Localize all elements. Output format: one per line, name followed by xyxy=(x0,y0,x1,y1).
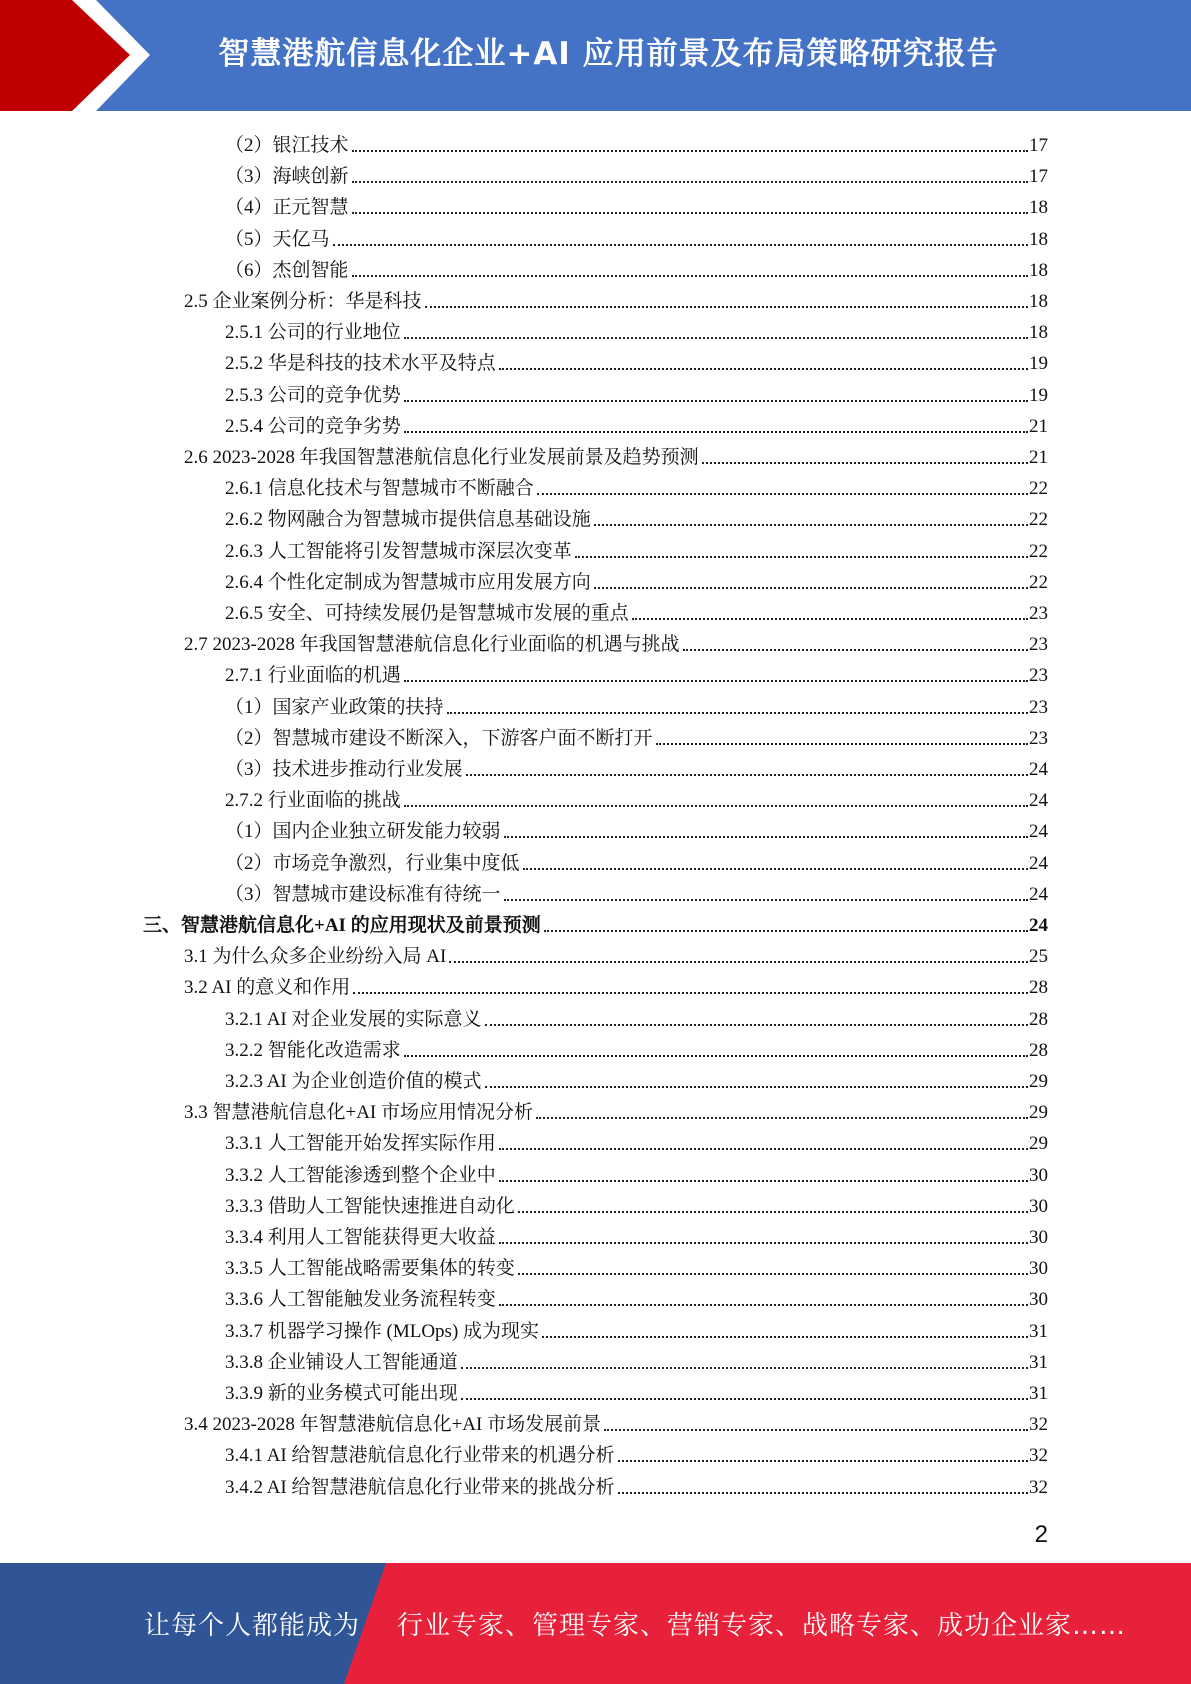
toc-entry-page: 24 xyxy=(1029,790,1048,812)
toc-dot-leader xyxy=(353,991,1028,994)
toc-entry-page: 24 xyxy=(1029,759,1048,780)
toc-entry-title: 3.3.6 人工智能触发业务流程转变 xyxy=(225,1289,496,1311)
toc-entry[interactable] xyxy=(225,751,1048,781)
toc-entry-title: 3.3.3 借助人工智能快速推进自动化 xyxy=(225,1195,515,1217)
toc-dot-leader xyxy=(352,149,1028,152)
toc-entry[interactable] xyxy=(225,813,1048,843)
toc-entry[interactable] xyxy=(225,720,1048,750)
toc-entry[interactable] xyxy=(184,626,1048,656)
toc-entry-title: 2.5.1 公司的行业地位 xyxy=(225,322,401,344)
footer-slogan-left: 让每个人都能成为 xyxy=(144,1611,361,1641)
toc-entry-page: 17 xyxy=(1029,135,1048,156)
page-number: 2 xyxy=(1034,1521,1048,1548)
toc-entry[interactable] xyxy=(225,1001,1048,1031)
toc-entry-page: 23 xyxy=(1029,696,1048,718)
toc-entry-page: 22 xyxy=(1029,509,1048,531)
toc-entry-title: 2.5.4 公司的竞争劣势 xyxy=(225,415,401,437)
toc-entry[interactable] xyxy=(225,408,1048,438)
toc-entry-title: 2.5 企业案例分析：华是科技 xyxy=(184,291,422,312)
toc-entry-title: （3）技术进步推动行业发展 xyxy=(225,759,463,780)
toc-entry[interactable] xyxy=(184,1406,1048,1436)
toc-entry-title: 3.3.2 人工智能渗透到整个企业中 xyxy=(225,1164,496,1186)
toc-dot-leader xyxy=(542,1335,1028,1338)
toc-entry-page: 32 xyxy=(1029,1445,1048,1467)
toc-dot-leader xyxy=(618,1459,1028,1462)
toc-entry-title: 3.3.9 新的业务模式可能出现 xyxy=(225,1383,458,1404)
toc-entry-title: 2.6.1 信息化技术与智慧城市不断融合 xyxy=(225,478,534,500)
toc-entry[interactable] xyxy=(225,689,1048,719)
toc-dot-leader xyxy=(544,929,1028,932)
toc-entry-page: 18 xyxy=(1029,228,1048,250)
toc-entry-title: （3）智慧城市建设标准有待统一 xyxy=(225,883,501,905)
toc-entry[interactable] xyxy=(225,1125,1048,1155)
toc-entry[interactable] xyxy=(225,533,1048,563)
toc-entry-page: 24 xyxy=(1029,821,1048,843)
toc-dot-leader xyxy=(683,648,1028,651)
toc-dot-leader xyxy=(518,1272,1028,1275)
toc-entry-page: 23 xyxy=(1029,727,1048,749)
toc-entry-page: 32 xyxy=(1029,1476,1048,1498)
toc-entry-page: 28 xyxy=(1029,1008,1048,1030)
toc-entry[interactable] xyxy=(225,595,1048,625)
toc-entry[interactable] xyxy=(225,127,1048,157)
toc-dot-leader xyxy=(523,867,1028,870)
toc-entry[interactable] xyxy=(225,314,1048,344)
toc-entry-title: 2.6 2023-2028 年我国智慧港航信息化行业发展前景及趋势预测 xyxy=(184,447,699,468)
toc-dot-leader xyxy=(499,1147,1028,1150)
toc-dot-leader xyxy=(618,1491,1028,1494)
toc-entry-title: （2）银江技术 xyxy=(225,135,349,156)
toc-entry[interactable] xyxy=(225,1157,1048,1187)
toc-entry-page: 30 xyxy=(1029,1289,1048,1311)
toc-entry-page: 18 xyxy=(1029,322,1048,344)
toc-entry-page: 21 xyxy=(1029,415,1048,437)
toc-entry-page: 24 xyxy=(1029,883,1048,905)
toc-entry[interactable] xyxy=(225,782,1048,812)
toc-entry[interactable] xyxy=(225,158,1048,188)
toc-dot-leader xyxy=(575,555,1028,558)
toc-entry-page: 30 xyxy=(1029,1195,1048,1217)
toc-entry-page: 21 xyxy=(1029,447,1048,468)
toc-entry-page: 23 xyxy=(1029,665,1048,687)
toc-entry-title: 3.3 智慧港航信息化+AI 市场应用情况分析 xyxy=(184,1102,534,1124)
toc-entry[interactable] xyxy=(225,1188,1048,1218)
toc-entry-page: 23 xyxy=(1029,634,1048,656)
toc-entry-title: （1）国内企业独立研发能力较弱 xyxy=(225,821,501,843)
toc-entry[interactable] xyxy=(225,345,1048,375)
toc-entry-title: （3）海峡创新 xyxy=(225,166,349,188)
toc-entry-title: （1）国家产业政策的扶持 xyxy=(225,696,444,718)
toc-entry[interactable] xyxy=(225,1437,1048,1467)
toc-entry-page: 30 xyxy=(1029,1227,1048,1248)
toc-entry-page: 19 xyxy=(1029,353,1048,375)
toc-entry[interactable] xyxy=(225,876,1048,906)
toc-entry-page: 19 xyxy=(1029,384,1048,406)
toc-entry[interactable] xyxy=(225,1281,1048,1311)
page-header xyxy=(0,0,1191,111)
toc-entry-page: 22 xyxy=(1029,540,1048,562)
toc-entry-page: 22 xyxy=(1029,478,1048,500)
toc-dot-leader xyxy=(461,1366,1028,1369)
toc-entry-page: 18 xyxy=(1029,259,1048,281)
toc-dot-leader xyxy=(499,367,1028,370)
toc-dot-leader xyxy=(656,742,1028,745)
toc-dot-leader xyxy=(447,711,1028,714)
toc-entry-title: （4）正元智慧 xyxy=(225,197,349,219)
toc-dot-leader xyxy=(594,586,1028,589)
toc-entry[interactable] xyxy=(225,470,1048,500)
page-footer xyxy=(0,1563,1191,1684)
toc-dot-leader xyxy=(352,274,1028,277)
toc-entry-title: 3.2 AI 的意义和作用 xyxy=(184,977,351,999)
toc-dot-leader xyxy=(449,960,1028,963)
toc-entry-title: 3.4.1 AI 给智慧港航信息化行业带来的机遇分析 xyxy=(225,1445,615,1467)
toc-entry-title: 3.3.8 企业铺设人工智能通道 xyxy=(225,1351,458,1373)
toc-entry-title: 3.3.1 人工智能开始发挥实际作用 xyxy=(225,1133,496,1155)
toc-dot-leader xyxy=(404,430,1028,433)
toc-entry-title: 3.1 为什么众多企业纷纷入局 AI xyxy=(184,946,447,968)
toc-dot-leader xyxy=(404,336,1028,339)
toc-entry-title: 2.7.2 行业面临的挑战 xyxy=(225,790,401,812)
toc-entry[interactable] xyxy=(225,1469,1048,1499)
toc-dot-leader xyxy=(632,617,1028,620)
toc-entry-title: 三、智慧港航信息化+AI 的应用现状及前景预测 xyxy=(143,915,541,936)
toc-entry-title: 3.4.2 AI 给智慧港航信息化行业带来的挑战分析 xyxy=(225,1476,615,1498)
toc-entry[interactable] xyxy=(225,1344,1048,1374)
toc-entry-page: 29 xyxy=(1029,1071,1048,1092)
toc-entry[interactable] xyxy=(225,1313,1048,1343)
toc-entry[interactable] xyxy=(184,938,1048,968)
toc-dot-leader xyxy=(461,1397,1028,1400)
toc-dot-leader xyxy=(499,1303,1028,1306)
toc-entry-page: 30 xyxy=(1029,1258,1048,1280)
toc-dot-leader xyxy=(485,1023,1028,1026)
toc-entry-page: 22 xyxy=(1029,571,1048,593)
toc-entry-page: 31 xyxy=(1029,1383,1048,1404)
toc-entry-title: （2）市场竞争激烈，行业集中度低 xyxy=(225,852,520,874)
toc-entry-title: （5）天亿马 xyxy=(225,228,330,250)
toc-entry[interactable] xyxy=(225,501,1048,531)
toc-dot-leader xyxy=(504,898,1028,901)
toc-dot-leader xyxy=(536,1116,1028,1119)
toc-dot-leader xyxy=(333,243,1028,246)
toc-dot-leader xyxy=(425,305,1028,308)
toc-entry[interactable] xyxy=(143,907,1048,937)
toc-entry[interactable] xyxy=(184,439,1048,469)
toc-dot-leader xyxy=(499,1179,1028,1182)
toc-entry-title: （2）智慧城市建设不断深入，下游客户面不断打开 xyxy=(225,727,653,749)
toc-entry-title: 3.2.1 AI 对企业发展的实际意义 xyxy=(225,1008,482,1030)
toc-entry-title: 2.7.1 行业面临的机遇 xyxy=(225,665,401,687)
toc-dot-leader xyxy=(485,1085,1028,1088)
toc-entry[interactable] xyxy=(225,1219,1048,1249)
toc-entry[interactable] xyxy=(225,564,1048,594)
toc-entry[interactable] xyxy=(225,189,1048,219)
toc-entry-title: 2.5.2 华是科技的技术水平及特点 xyxy=(225,353,496,375)
toc-entry-title: 3.3.5 人工智能战略需要集体的转变 xyxy=(225,1258,515,1280)
toc-dot-leader xyxy=(466,773,1028,776)
toc-entry[interactable] xyxy=(225,1250,1048,1280)
toc-dot-leader xyxy=(604,1428,1028,1431)
toc-entry[interactable] xyxy=(225,252,1048,282)
toc-dot-leader xyxy=(352,211,1028,214)
footer-slogan-right: 行业专家、管理专家、营销专家、战略专家、成功企业家…… xyxy=(397,1611,1127,1641)
toc-entry-page: 29 xyxy=(1029,1102,1048,1124)
toc-entry-page: 28 xyxy=(1029,977,1048,999)
toc-entry[interactable] xyxy=(184,969,1048,999)
toc-entry[interactable] xyxy=(225,1375,1048,1405)
toc-dot-leader xyxy=(404,679,1028,682)
toc-entry-title: 2.6.3 人工智能将引发智慧城市深层次变革 xyxy=(225,540,572,562)
toc-entry[interactable] xyxy=(225,1032,1048,1062)
toc-entry-title: 3.3.4 利用人工智能获得更大收益 xyxy=(225,1227,496,1248)
toc-dot-leader xyxy=(504,835,1028,838)
toc-entry-title: 3.3.7 机器学习操作 (MLOps) 成为现实 xyxy=(225,1320,540,1342)
toc-dot-leader xyxy=(404,1054,1028,1057)
toc-entry-page: 31 xyxy=(1029,1320,1048,1342)
toc-entry-title: 3.2.2 智能化改造需求 xyxy=(225,1039,401,1061)
toc-entry[interactable] xyxy=(225,657,1048,687)
toc-entry[interactable] xyxy=(184,1094,1048,1124)
toc-entry-title: 2.5.3 公司的竞争优势 xyxy=(225,384,401,406)
toc-entry-page: 29 xyxy=(1029,1133,1048,1155)
toc-entry-title: 3.2.3 AI 为企业创造价值的模式 xyxy=(225,1071,482,1092)
toc-entry-page: 24 xyxy=(1029,852,1048,874)
toc-entry-title: 3.4 2023-2028 年智慧港航信息化+AI 市场发展前景 xyxy=(184,1414,602,1436)
toc-entry[interactable] xyxy=(184,283,1048,313)
toc-dot-leader xyxy=(594,523,1028,526)
toc-entry-page: 17 xyxy=(1029,166,1048,188)
toc-entry-title: （6）杰创智能 xyxy=(225,259,349,281)
toc-dot-leader xyxy=(702,461,1028,464)
toc-entry[interactable] xyxy=(225,377,1048,407)
toc-entry-title: 2.6.2 物网融合为智慧城市提供信息基础设施 xyxy=(225,509,591,531)
toc-entry-page: 24 xyxy=(1029,915,1048,936)
toc-dot-leader xyxy=(352,180,1028,183)
toc-entry-title: 2.6.4 个性化定制成为智慧城市应用发展方向 xyxy=(225,571,591,593)
toc-entry-page: 30 xyxy=(1029,1164,1048,1186)
toc-entry-page: 25 xyxy=(1029,946,1048,968)
toc-entry-page: 18 xyxy=(1029,197,1048,219)
toc-dot-leader xyxy=(404,804,1028,807)
toc-entry[interactable] xyxy=(225,845,1048,875)
toc-entry[interactable] xyxy=(225,221,1048,251)
toc-entry-title: 2.7 2023-2028 年我国智慧港航信息化行业面临的机遇与挑战 xyxy=(184,634,680,656)
toc-entry-page: 18 xyxy=(1029,291,1048,312)
toc-dot-leader xyxy=(404,399,1028,402)
toc-dot-leader xyxy=(499,1241,1028,1244)
toc-entry[interactable] xyxy=(225,1063,1048,1093)
toc-entry-page: 31 xyxy=(1029,1351,1048,1373)
toc-dot-leader xyxy=(537,492,1028,495)
report-title: 智慧港航信息化企业+AI 应用前景及布局策略研究报告 xyxy=(218,35,999,72)
toc-entry-title: 2.6.5 安全、可持续发展仍是智慧城市发展的重点 xyxy=(225,603,629,624)
toc-entry-page: 32 xyxy=(1029,1414,1048,1436)
toc-dot-leader xyxy=(518,1210,1028,1213)
toc-entry-page: 28 xyxy=(1029,1039,1048,1061)
toc-entry-page: 23 xyxy=(1029,603,1048,624)
